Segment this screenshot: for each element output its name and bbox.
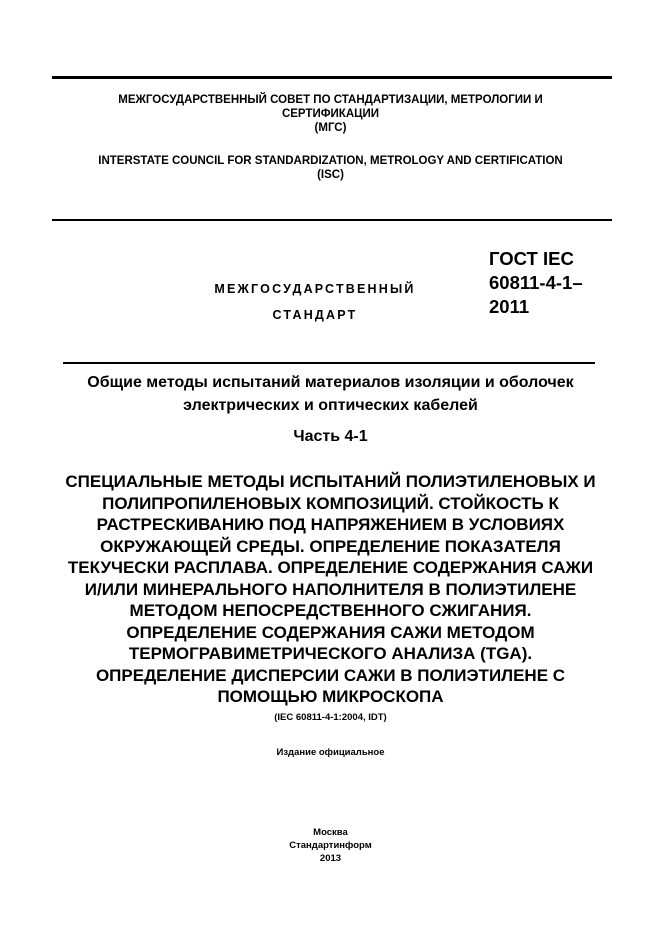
- imprint: [40, 826, 621, 865]
- specific-title-line: И/ИЛИ МИНЕРАЛЬНОГО НАПОЛНИТЕЛЯ В ПОЛИЭТИЛЕНЕ: [84, 579, 577, 599]
- specific-title-line: ОПРЕДЕЛЕНИЕ ДИСПЕРСИИ САЖИ В ПОЛИЭТИЛЕНЕ С: [95, 665, 566, 685]
- iec-reference: (IEC 60811-4-1:2004, IDT): [274, 712, 387, 723]
- specific-title-line: ПОЛИПРОПИЛЕНОВЫХ КОМПОЗИЦИЙ. СТОЙКОСТЬ К: [102, 493, 559, 513]
- gost-designation: [489, 247, 583, 319]
- standard-type-line1: МЕЖГОСУДАРСТВЕННЫЙ: [214, 282, 416, 296]
- standard-type-line2: СТАНДАРТ: [272, 308, 358, 322]
- council-en: [40, 154, 621, 182]
- council-ru-line2: СЕРТИФИКАЦИИ: [281, 108, 380, 120]
- specific-title-line: РАСТРЕСКИВАНИЮ ПОД НАПРЯЖЕНИЕМ В УСЛОВИЯХ: [96, 515, 565, 534]
- imprint-year: 2013: [319, 853, 342, 864]
- specific-title-line: ОПРЕДЕЛЕНИЕ СОДЕРЖАНИЯ САЖИ МЕТОДОМ: [126, 622, 535, 642]
- title-rule: [63, 362, 595, 364]
- standard-type: [170, 282, 460, 322]
- specific-title-line: МЕТОДОМ НЕПОСРЕДСТВЕННОГО СЖИГАНИЯ.: [129, 601, 532, 620]
- council-ru-abbr: (МГС): [314, 122, 347, 134]
- designation-line3: 2011: [489, 296, 530, 317]
- imprint-city: Москва: [313, 827, 348, 838]
- top-rule: [52, 76, 612, 79]
- specific-title-line: ТЕРМОГРАВИМЕТРИЧЕСКОГО АНАЛИЗА (TGA).: [128, 644, 533, 663]
- general-title: [40, 371, 621, 417]
- council-en-abbr: (ISC): [317, 169, 344, 181]
- council-ru: [40, 93, 621, 135]
- specific-title-line: СПЕЦИАЛЬНЫЕ МЕТОДЫ ИСПЫТАНИЙ ПОЛИЭТИЛЕНОВЫХ И: [65, 472, 596, 491]
- designation-line1: ГОСТ IEC: [489, 248, 574, 269]
- general-title-line: Общие методы испытаний материалов изоляции и оболочек: [87, 374, 574, 391]
- part-number: Часть 4-1: [293, 428, 368, 445]
- edition-note: Издание официальное: [276, 747, 385, 758]
- council-en-line1: INTERSTATE COUNCIL FOR STANDARDIZATION, METROLOGY AND CERTIFICATION: [98, 155, 563, 167]
- council-ru-line1: МЕЖГОСУДАРСТВЕННЫЙ СОВЕТ ПО СТАНДАРТИЗАЦИИ, МЕТРОЛОГИИ И: [118, 94, 543, 106]
- specific-title-line: ТЕКУЧЕСКИ РАСПЛАВА. ОПРЕДЕЛЕНИЕ СОДЕРЖАНИЯ САЖИ: [67, 558, 594, 577]
- specific-title-line: ОКРУЖАЮЩЕЙ СРЕДЫ. ОПРЕДЕЛЕНИЕ ПОКАЗАТЕЛЯ: [100, 536, 561, 556]
- specific-title: [40, 471, 621, 708]
- specific-title-line: ПОМОЩЬЮ МИКРОСКОПА: [217, 687, 444, 706]
- designation-line2: 60811-4-1–: [489, 272, 583, 293]
- council-rule: [52, 219, 612, 221]
- general-title-line: электрических и оптических кабелей: [183, 397, 478, 414]
- imprint-publisher: Стандартинформ: [289, 840, 372, 851]
